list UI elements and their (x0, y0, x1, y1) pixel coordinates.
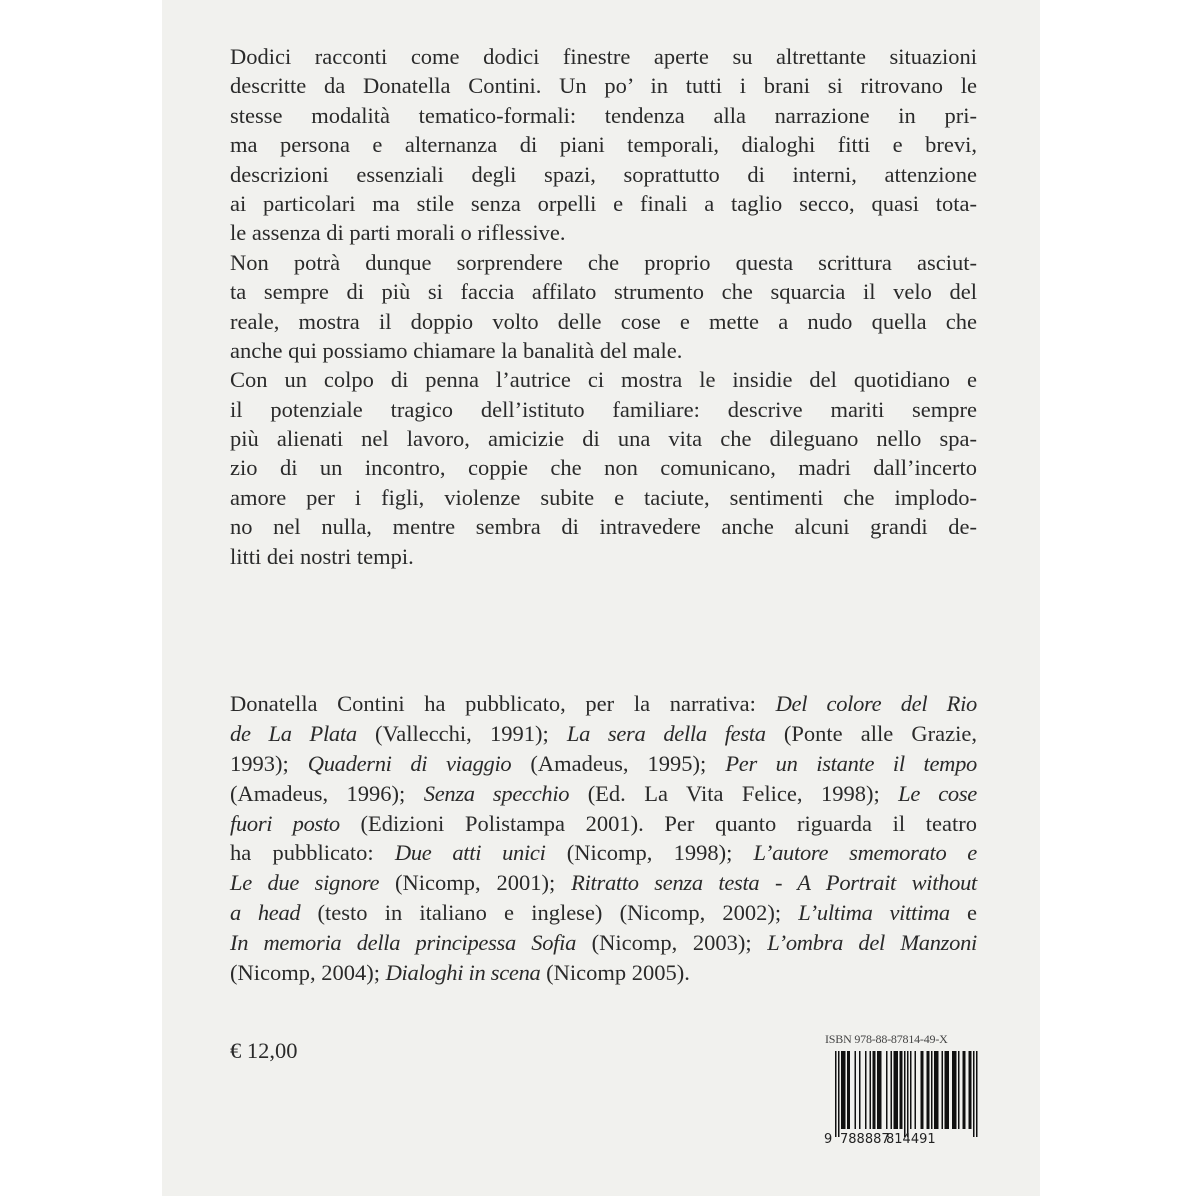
book-title: Senza specchio (423, 780, 570, 806)
barcode-digits: 9 (824, 1132, 833, 1145)
isbn-barcode (822, 1049, 982, 1145)
barcode-bar (865, 1051, 867, 1129)
barcode-digits: 788887 (840, 1132, 890, 1145)
text-line (230, 218, 977, 247)
barcode-bar (915, 1051, 917, 1129)
book-title: Le due signore (230, 870, 380, 896)
text-run: zio di un incontro, coppie che non comunicano, madri dall’incerto (230, 455, 977, 481)
text-run: anche qui possiamo chiamare la banalità del male. (230, 337, 683, 363)
book-title: L’autore smemorato e (753, 840, 977, 866)
text-line (230, 307, 977, 336)
text-line (230, 512, 977, 541)
barcode-bar (838, 1051, 840, 1137)
text-run: (Nicomp, 1998); (545, 840, 754, 866)
book-title: Le cose (898, 780, 977, 806)
text-line (230, 424, 977, 453)
barcode-bar (963, 1051, 965, 1129)
text-line (230, 898, 977, 928)
text-run: 1993); (230, 750, 308, 776)
text-run: Non potrà dunque sorprendere che proprio questa scrittura asciut- (230, 249, 977, 275)
text-line (230, 130, 977, 159)
barcode-bar (922, 1051, 924, 1129)
text-run: (Ponte alle Grazie, (765, 720, 977, 746)
barcode-bar (873, 1051, 875, 1129)
barcode-digits: 814491 (886, 1132, 936, 1145)
barcode-bar (942, 1051, 944, 1129)
barcode-bar (844, 1051, 846, 1129)
barcode-bar (835, 1051, 837, 1137)
book-back-cover (162, 0, 1040, 1196)
isbn-label: ISBN 978-88-87814-49-X (825, 1032, 948, 1046)
barcode-bar (931, 1051, 933, 1129)
barcode-bar (928, 1051, 930, 1129)
text-run: (Nicomp, 2003); (576, 930, 768, 956)
barcode-bar (877, 1051, 879, 1129)
text-run: (Vallecchi, 1991); (356, 720, 567, 746)
text-line (230, 189, 977, 218)
book-title: Ritratto senza testa - A Portrait without (571, 870, 977, 896)
barcode-bar (901, 1051, 903, 1129)
text-run: litti dei nostri tempi. (230, 543, 414, 569)
barcode-bar (847, 1051, 849, 1129)
barcode-bar (895, 1051, 897, 1129)
book-title: La sera della festa (566, 720, 766, 746)
text-run: ai particolari ma stile senza orpelli e finali a taglio secco, quasi tota- (230, 190, 977, 216)
barcode-bar (900, 1051, 902, 1129)
barcode-bar (849, 1051, 851, 1129)
text-run: Donatella Contini ha pubblicato, per la narrativa: (230, 691, 776, 716)
barcode-bar (886, 1051, 888, 1129)
book-title: Due atti unici (394, 840, 546, 866)
book-title: fuori posto (230, 810, 340, 836)
text-run: (Nicomp 2005). (540, 960, 690, 986)
text-line (230, 928, 977, 958)
text-line (230, 958, 977, 988)
text-line (230, 101, 977, 130)
barcode-bar (904, 1051, 906, 1137)
text-run: il potenziale tragico dell’istituto familiare: descrive mariti sempre (230, 396, 977, 422)
text-line (230, 160, 977, 189)
text-run: ma persona e alternanza di piani temporali, dialoghi fitti e brevi, (230, 132, 977, 158)
book-title: L’ultima vittima (798, 900, 950, 926)
text-line (230, 542, 977, 571)
barcode-bar (897, 1051, 899, 1129)
text-run: le assenza di parti morali o riflessive. (230, 220, 566, 246)
text-line (230, 365, 977, 394)
book-title: a head (230, 900, 301, 926)
barcode-bar (946, 1051, 948, 1129)
barcode-bar (952, 1051, 954, 1129)
barcode-bar (910, 1051, 912, 1129)
text-run: Con un colpo di penna l’autrice ci mostra le insidie del quotidiano e (230, 367, 977, 393)
barcode-bar (970, 1051, 972, 1129)
text-run: descrizioni essenziali degli spazi, soprattutto di interni, attenzione (230, 161, 977, 187)
text-line (230, 779, 977, 809)
barcode-bar (859, 1051, 861, 1129)
book-title: Dialoghi in scena (385, 960, 541, 986)
book-title: L’ombra del Manzoni (767, 930, 977, 956)
text-run: (Nicomp, 2004); (230, 960, 386, 986)
barcode-bar (879, 1051, 881, 1129)
text-run: (Amadeus, 1996); (230, 780, 424, 806)
barcode-bar (843, 1051, 845, 1129)
text-run: e (949, 900, 978, 926)
book-title: Per un istante il tempo (725, 750, 977, 776)
book-title: In memoria della principessa Sofia (230, 930, 577, 956)
price-label: € 12,00 (230, 1038, 298, 1063)
text-line (230, 71, 977, 100)
text-run: ta sempre di più si faccia affilato strumento che squarcia il velo del (230, 279, 977, 305)
text-run: descritte da Donatella Contini. Un po’ in tutti i brani si ritrovano le (230, 73, 977, 99)
text-run: (Ed. La Vita Felice, 1998); (569, 780, 899, 806)
barcode-bar (934, 1051, 936, 1129)
text-line (230, 838, 977, 868)
text-run: reale, mostra il doppio volto delle cose e mette a nudo quella che (230, 308, 977, 334)
text-line (230, 395, 977, 424)
text-run: (Amadeus, 1995); (511, 750, 726, 776)
book-title: de La Plata (230, 720, 357, 746)
barcode-bar (955, 1051, 957, 1129)
text-run: Dodici racconti come dodici finestre aperte su altrettante situazioni (230, 44, 977, 69)
text-line (230, 42, 977, 71)
barcode-bar (927, 1051, 929, 1129)
text-run: amore per i figli, violenze subite e taciute, sentimenti che implodo- (230, 484, 977, 510)
barcode-bar (891, 1051, 893, 1129)
text-line (230, 809, 977, 839)
text-line (230, 277, 977, 306)
barcode-bar (894, 1051, 896, 1129)
barcode-bar (976, 1051, 978, 1137)
blurb-text (230, 42, 977, 571)
author-bio (230, 689, 977, 988)
text-line (230, 336, 977, 365)
text-line (230, 453, 977, 482)
text-run: ha pubblicato: (230, 840, 395, 866)
text-line (230, 483, 977, 512)
barcode-bar (954, 1051, 956, 1129)
text-run: stesse modalità tematico-formali: tendenza alla narrazione in pri- (230, 102, 977, 128)
text-line (230, 719, 977, 749)
barcode-bar (855, 1051, 857, 1129)
barcode-bar (937, 1051, 939, 1129)
text-line (230, 868, 977, 898)
text-run: (Nicomp, 2001); (379, 870, 572, 896)
barcode-bar (880, 1051, 882, 1129)
barcode-bar (969, 1051, 971, 1129)
barcode-bar (945, 1051, 947, 1129)
book-title: Quaderni di viaggio (307, 750, 512, 776)
barcode-bar (973, 1051, 975, 1137)
barcode-bar (921, 1051, 923, 1129)
text-run: (Edizioni Polistampa 2001). Per quanto riguarda il teatro (339, 810, 977, 836)
text-run: no nel nulla, mentre sembra di intravedere anche alcuni grandi de- (230, 514, 977, 540)
barcode-bar (841, 1051, 843, 1129)
barcode-bar (936, 1051, 938, 1129)
barcode-bar (907, 1051, 909, 1137)
barcode-bar (958, 1051, 960, 1129)
barcode-bar (870, 1051, 872, 1129)
barcode-bar (874, 1051, 876, 1129)
barcode-bar (948, 1051, 950, 1129)
text-run: più alienati nel lavoro, amicizie di una vita che dileguano nello spa- (230, 426, 977, 452)
text-line (230, 248, 977, 277)
book-title: Del colore del Rio (775, 691, 977, 716)
text-run: (testo in italiano e inglese) (Nicomp, 2002); (300, 900, 799, 926)
text-line (230, 749, 977, 779)
text-line (230, 689, 977, 719)
barcode-bar (964, 1051, 966, 1129)
